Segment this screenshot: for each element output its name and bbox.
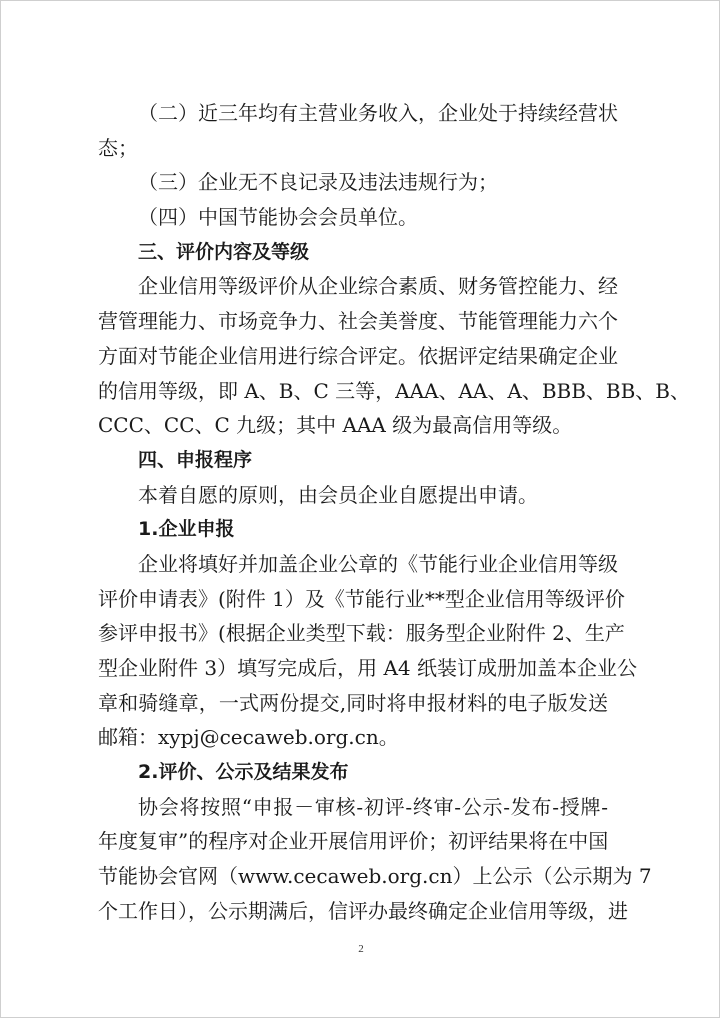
paragraph-line: 本着自愿的原则，由会员企业自愿提出申请。 [138, 482, 538, 507]
paragraph-line: 型企业附件 3）填写完成后，用 A4 纸装订成册加盖本企业公 [98, 656, 637, 680]
paragraph-line: 态； [98, 135, 138, 160]
subsection-heading: 2.评价、公示及结果发布 [138, 761, 349, 784]
paragraph-line: 协会将按照“申报－审核-初评-终审-公示-发布-授牌- [138, 794, 608, 819]
paragraph-line: 的信用等级，即 A、B、C 三等，AAA、AA、A、BBB、BB、B、 [98, 378, 691, 403]
page-number: 2 [358, 943, 364, 955]
paragraph-line: （三）企业无不良记录及违法违规行为； [138, 170, 498, 195]
subsection-heading: 1.企业申报 [138, 518, 235, 541]
paragraph-line: 营管理能力、市场竞争力、社会美誉度、节能管理能力六个 [98, 309, 618, 334]
paragraph-line: 个工作日），公示期满后，信评办最终确定企业信用等级，进 [98, 898, 628, 923]
paragraph-line: （二）近三年均有主营业务收入，企业处于持续经营状 [138, 101, 618, 125]
paragraph-line: 企业将填好并加盖企业公章的《节能行业企业信用等级 [138, 551, 618, 576]
paragraph-line: 方面对节能企业信用进行综合评定。依据评定结果确定企业 [98, 343, 618, 368]
paragraph-line: 章和骑缝章，一式两份提交,同时将申报材料的电子版发送 [98, 690, 608, 715]
paragraph-line: 参评申报书》(根据企业类型下载：服务型企业附件 2、生产 [98, 621, 625, 646]
paragraph-line: （四）中国节能协会会员单位。 [138, 205, 418, 230]
paragraph-line: 节能协会官网（www.cecaweb.org.cn）上公示（公示期为 7 [98, 864, 652, 889]
paragraph-line: 企业信用等级评价从企业综合素质、财务管控能力、经 [138, 274, 618, 299]
paragraph-line: 邮箱：xypj@cecaweb.org.cn。 [98, 725, 399, 750]
section-heading: 四、申报程序 [138, 448, 253, 471]
section-heading: 三、评价内容及等级 [138, 240, 310, 263]
paragraph-line: CCC、CC、C 九级；其中 AAA 级为最高信用等级。 [98, 413, 573, 438]
paragraph-line: 评价申请表》(附件 1）及《节能行业**型企业信用等级评价 [98, 586, 625, 611]
paragraph-line: 年度复审”的程序对企业开展信用评价；初评结果将在中国 [98, 829, 609, 854]
document-body [98, 96, 691, 929]
